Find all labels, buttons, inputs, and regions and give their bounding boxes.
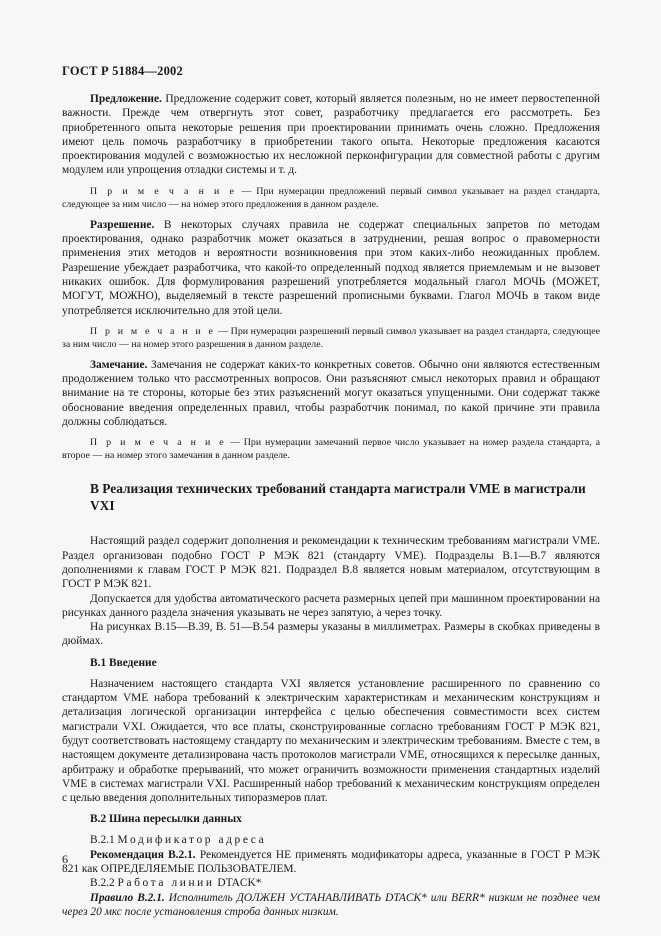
subsection-b22-heading [62,876,600,890]
recommendation-b21 [62,848,600,877]
proposal-term: Предложение. [90,93,162,105]
permission-paragraph [62,218,600,318]
document-body [62,92,600,919]
remark-note [62,436,600,462]
remark-paragraph [62,358,600,429]
subsection-b1-heading: В.1 Введение [90,656,157,669]
section-b-intro-2: Допускается для удобства автоматического расчета размерных цепей при машинном проектировании на рисунках данного раздела значения указывать не через запятую, а через точку. [62,592,600,619]
remark-term: Замечание. [90,358,148,371]
signal-name: DTACK* [214,877,262,890]
note-label: П р и м е ч а н и е [90,325,216,337]
recommendation-text: Рекомендуется НЕ применять модификаторы адреса, указанные в ГОСТ Р МЭК 821 как ОПРЕДЕЛЯЕМЫЕ ПОЛЬЗОВАТЕЛЕМ. [62,848,600,875]
subsection-b21-heading [62,833,600,847]
page-number: 6 [62,852,68,866]
subsection-b2-heading: В.2 Шина пересылки данных [90,813,242,826]
permission-note [62,325,600,351]
recommendation-term: Рекомендация В.2.1. [90,848,196,861]
proposal-note [62,185,600,211]
note-text: — При нумерации замечаний первое число указывает на номер раздела стандарта, а второе — на номер этого замечания в данном разделе. [62,437,600,462]
rule-b21 [62,891,600,920]
section-b-intro-3: На рисунках В.15—В.39, В. 51—В.54 размеры указаны в миллиметрах. Размеры в скобках приведены в дюймах. [62,621,600,648]
proposal-text: Предложение содержит совет, который является полезным, но не имеет первостепенной важности. Прежде чем отвергнуть этот совет, разработчику предлагается его рассмотреть. Без приобретенного опыта некоторые решения при проектировании принимать очень сложно. Предложения имеют цель помочь разработчику в приобретении такого опыта. Некоторые предложения касаются проектирования модулей с возможностью их несложной перконфигурации для совместной работы с другим модулем или упрощения отладки системы и т. д. [62,93,600,177]
note-label: П р и м е ч а н и е [90,437,227,449]
clause-title: Работа линии [117,877,215,890]
clause-number: В.2.1 [90,834,118,847]
clause-number: В.2.2 [90,877,118,890]
permission-term: Разрешение. [90,218,155,231]
rule-term: Правило В.2.1. [90,891,165,904]
section-b-intro-1: Настоящий раздел содержит дополнения и рекомендации к техническим требованиям магистрали VME. Раздел организован подобно ГОСТ Р МЭК 821 (стандарту VME). Подразделы В.1—В.7 являются дополнениями к главам ГОСТ Р МЭК 821. Подраздел В.8 является новым материалом, отсутствующим в ГОСТ Р МЭК 821. [62,535,600,591]
rule-text: Исполнитель ДОЛЖЕН УСТАНАВЛИВАТЬ DTACK* или BERR* низким не позднее чем через 20 мкс после установления строба данных низким. [62,891,600,918]
permission-text: В некоторых случаях правила не содержат специальных запретов по методам проектирования, однако разработчик может оказаться в затруднении, решая вопрос о правомерности применения этих методов и вероятности возникновения при этом каких-либо неожиданных проблем. Разрешение убеждает разработчика, что какой-то определенный подход является приемлемым и не вызовет никаких ошибок. Для формулирования разрешений употребляется модальный глагол МОЧЬ (МОЖЕТ, МОГУТ, МОЖНО), выделяемый в тексте разрешений прописными буквами. Глагол МОЧЬ в таком виде употребляется исключительно для этой цели. [62,218,600,317]
proposal-paragraph [62,92,600,178]
note-text: — При нумерации предложений первый символ указывает на раздел стандарта, следующее за ним число — на номер этого предложения в данном разделе. [62,185,601,210]
clause-title: Модификатор адреса [117,834,267,847]
remark-text: Замечания не содержат каких-то конкретных советов. Обычно они являются естественным продолжением только что рассмотренных вопросов. Они разъясняют смысл некоторых правил и обращают внимание на те стороны, которые без этих разъяснений могут оказаться упущенными. Они содержат также обоснование введения определенных правил, чтобы разработчик понимал, по какой причине эти правила должны соблюдаться. [62,358,600,429]
subsection-b1-text: Назначением настоящего стандарта VXI является установление расширенного по сравнению со стандартом VME набора требований к электрическим характеристикам и механическим конструкциям и детализация логической организации интерфейса с целью обеспечения совместимости всех систем магистрали VXI. Ожидается, что все платы, сконструированные согласно требованиям ГОСТ Р МЭК 821, будут соответствовать настоящему стандарту по механическим и электрическим требованиям. Вместе с тем, в настоящем документе детализирована часть протоколов магистрали VME, относящихся к пересылке данных, арбитражу и обработке прерываний, что может ограничить возможности применения стандартных изделий VME в системах магистрали VXI. Расширенный набор требований к механическим конструкциям определен с целью введения дополнительных типоразмеров плат. [62,677,600,805]
document-header: ГОСТ Р 51884—2002 [62,64,183,78]
note-text: — При нумерации разрешений первый символ указывает на раздел стандарта, следующее за ним число — на номер этого разрешения в данном разделе. [62,325,600,350]
note-label: П р и м е ч а н и е [90,185,237,197]
section-b-heading: В Реализация технических требований стандарта магистрали VME в магистрали VXI [90,481,586,514]
